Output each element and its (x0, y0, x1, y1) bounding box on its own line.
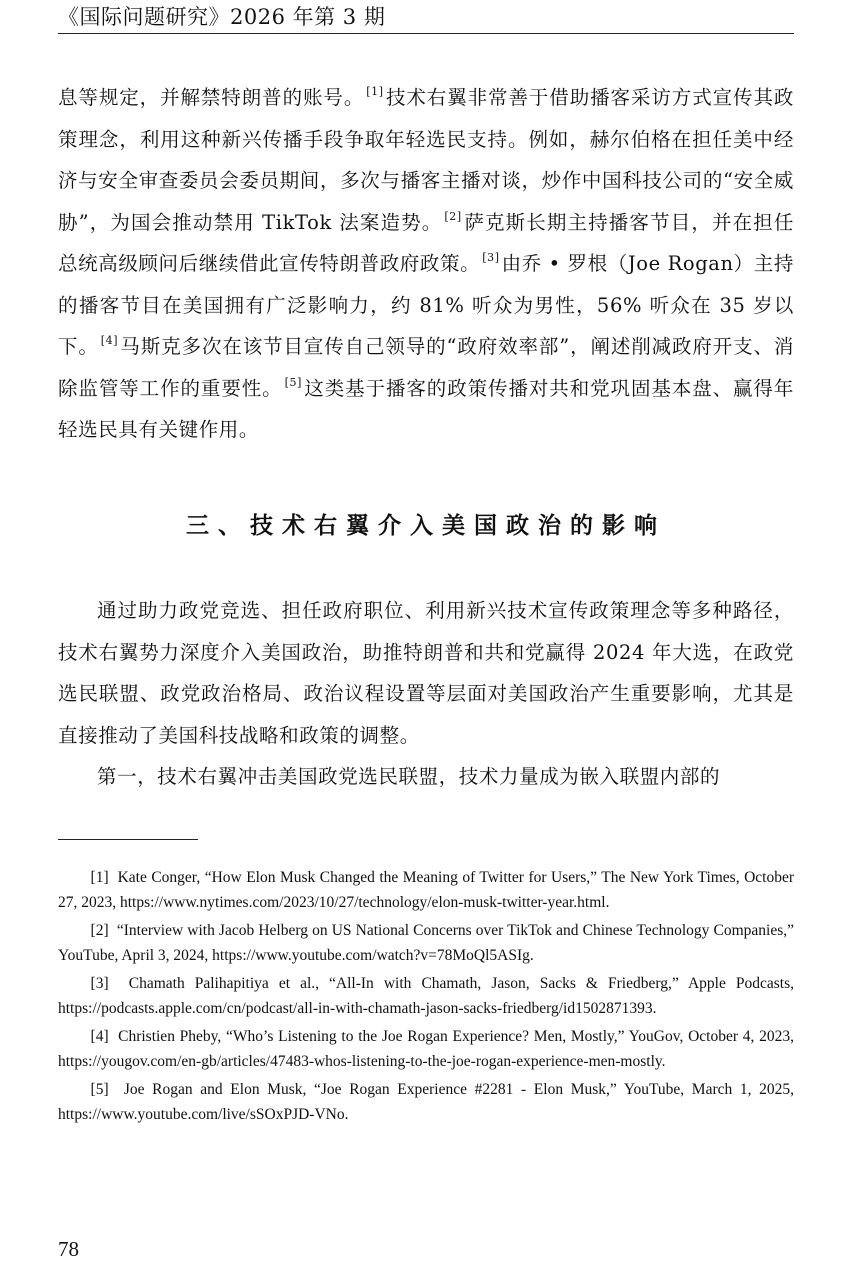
footnote-text: Joe Rogan and Elon Musk, “Joe Rogan Experience #2281 - Elon Musk,” YouTube, March 1, 2025, https://www.youtube.com/live/sSOxPJD-VNo. (58, 1081, 795, 1123)
body-paragraph-2: 通过助力政党竞选、担任政府职位、利用新兴技术宣传政策理念等多种路径，技术右翼势力深度介入美国政治，助推特朗普和共和党赢得 2024 年大选，在政党选民联盟、政党政治格局、政治议程设置等层面对美国政治产生重要影响，尤其是直接推动了美国科技战略和政策的调整。 (58, 599, 794, 747)
body-paragraph-3: 第一，技术右翼冲击美国政党选民联盟，技术力量成为嵌入联盟内部的 (97, 765, 721, 788)
paragraph-text: 技术右翼非常善于借助播客采访方式宣传其政策理念，利用这种新兴传播手段争取年轻选民支持。例如，赫尔伯格在担任美中经济与安全审查委员会委员期间，多次与播客主播对谈，炒作中国科技公司的“安全威胁”，为国会推动禁用 TikTok 法案造势。 (58, 86, 794, 234)
footnote-ref-3[interactable]: [3] (482, 251, 500, 264)
header-rule (58, 33, 794, 34)
footnote-marker: [2] (90, 922, 109, 939)
paragraph-text: 这类基于播客的政策传播对共和党巩固基本盘、赢得年轻选民具有关键作用。 (58, 376, 794, 441)
journal-header: 《国际问题研究》2026 年第 3 期 (58, 5, 386, 29)
paragraph-text: 马斯克多次在该节目宣传自己领导的“政府效率部”，阐述削减政府开支、消除监管等工作的重要性。 (58, 335, 794, 400)
footnote-2 (58, 919, 794, 968)
body-section (58, 590, 794, 798)
footnote-ref-1[interactable]: [1] (366, 85, 384, 98)
footnote-4 (58, 1025, 794, 1074)
footnote-separator (58, 839, 198, 840)
paragraph-text: 萨克斯长期主持播客节目，并在担任总统高级顾问后继续借此宣传特朗普政府政策。 (58, 210, 794, 275)
footnote-text: Christien Pheby, “Who’s Listening to the Joe Rogan Experience? Men, Mostly,” YouGov, October 4, 2023, https://yougov.com/en-gb/articles/47483-whos-listening-to-the-joe-rogan-experience-men-mostly. (58, 1028, 794, 1070)
footnote-ref-5[interactable]: [5] (284, 375, 302, 389)
footnote-text: Kate Conger, “How Elon Musk Changed the Meaning of Twitter for Users,” The New York Times, October 27, 2023, https://www.nytimes.com/2023/10/27/technology/elon-musk-twitter-year.html. (58, 869, 794, 911)
footnote-text: Chamath Palihapitiya et al., “All-In with Chamath, Jason, Sacks & Friedberg,” Apple Podcasts, https://podcasts.apple.com/cn/podcast/all-in-with-chamath-jason-sacks-friedberg/id1502871393. (58, 975, 795, 1017)
footnote-3 (58, 972, 794, 1021)
footnotes (58, 866, 794, 1131)
footnote-marker: [1] (90, 869, 109, 886)
section-heading: 三、技术右翼介入美国政治的影响 (186, 512, 666, 539)
footnote-ref-2[interactable]: [2] (444, 209, 462, 223)
footnote-1 (58, 866, 794, 915)
paragraph-text: 息等规定，并解禁特朗普的账号。 (58, 86, 365, 109)
footnote-marker: [5] (90, 1081, 109, 1098)
footnote-5 (58, 1078, 794, 1127)
paragraph-text: 由乔 • 罗根（Joe Rogan）主持的播客节目在美国拥有广泛影响力，约 81% 听众为男性，56% 听众在 35 岁以下。 (58, 252, 794, 358)
body-paragraph-1 (58, 77, 794, 451)
page-number: 78 (58, 1237, 79, 1261)
footnote-marker: [3] (90, 975, 109, 992)
footnote-text: “Interview with Jacob Helberg on US National Concerns over TikTok and Chinese Technology Companies,” YouTube, April 3, 2024, https://www.youtube.com/watch?v=78MoQl5ASIg. (58, 922, 795, 964)
footnote-ref-4[interactable]: [4] (100, 334, 119, 347)
footnote-marker: [4] (90, 1028, 109, 1045)
